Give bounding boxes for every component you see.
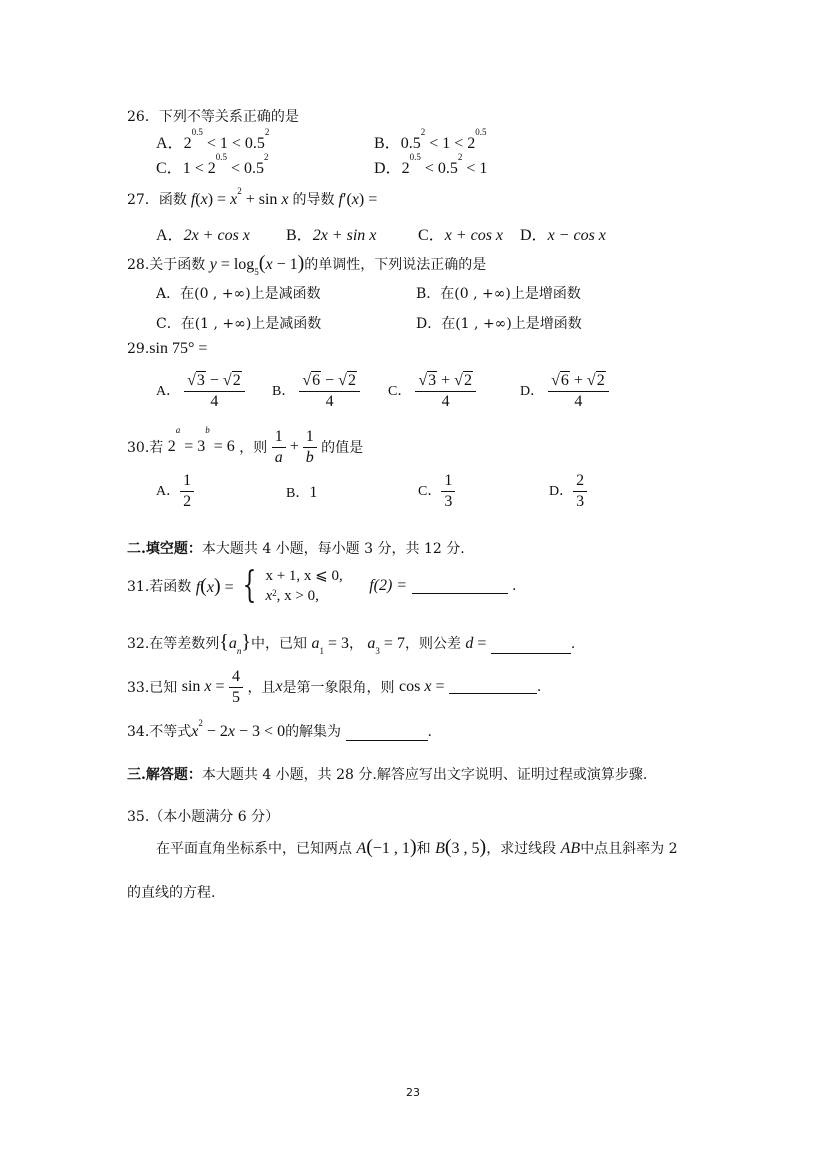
q29-option-d: D． $\frac{√6 + √2}{4}$ <box>520 372 609 410</box>
q29-option-c: C． $\frac{√3 + √2}{4}$ <box>388 372 476 410</box>
section2-heading: 二.填空题：本大题共 4 小题，每小题 3 分，共 12 分. <box>127 541 465 557</box>
q26-option-d: D．$2^{0.5} < 0.5^2 < 1$ <box>374 152 488 177</box>
q27-option-b: B．2x + sin x <box>286 227 377 244</box>
q27-option-d: D．x − cos x <box>520 227 606 244</box>
page-number: 23 <box>406 1086 420 1099</box>
q33-stem: 33.已知 sin x = $\frac{4}{5}$ ，且x是第一象限角，则 cos x = . <box>127 668 542 706</box>
q27-option-c: C．x + cos x <box>418 227 504 244</box>
q33-answer-blank[interactable] <box>449 679 537 694</box>
q28-stem: 28.关于函数 $y = \log_5(x - 1)$的单调性，下列说法正确的是 <box>127 252 487 277</box>
q27-stem: 27．函数 $f(x) = x^2 + \sin x$ 的导数 f′(x) = <box>127 186 378 208</box>
q32-stem: 32.在等差数列$\{a_n\}$中，已知 $a_1 = 3$， $a_3 = 7$，则公差 d = . <box>127 631 576 656</box>
q29-stem: 29.sin 75° = <box>127 340 208 357</box>
q30-option-c: C． $\frac{1}{3}$ <box>418 472 455 510</box>
q35-line1: 在平面直角坐标系中，已知两点 A(−1 , 1)和 B(3 , 5)，求过线段 AB中点且斜率为 2 <box>156 836 678 858</box>
q31-answer-blank[interactable] <box>412 579 508 594</box>
q34-answer-blank[interactable] <box>346 726 428 741</box>
q28-option-d: D．在(1 , +∞)上是增函数 <box>416 316 582 332</box>
q29-option-b: B． $\frac{√6 - √2}{4}$ <box>272 372 360 410</box>
q32-answer-blank[interactable] <box>491 639 571 654</box>
q34-stem: 34.不等式$x^2 - 2x - 3 < 0$的解集为 . <box>127 718 432 740</box>
q26-option-a: A．$2^{0.5} < 1 < 0.5^2$ <box>156 127 270 152</box>
q29-option-a: A． $\frac{√3 - √2}{4}$ <box>156 372 245 410</box>
q28-option-a: A．在(0 , +∞)上是减函数 <box>156 286 321 302</box>
q27-option-a: A．2x + cos x <box>156 227 250 244</box>
q26-stem: 26．下列不等关系正确的是 <box>127 109 299 125</box>
q28-option-c: C．在(1 , +∞)上是减函数 <box>156 316 322 332</box>
q30-stem: 30.若 $2^a = 3^b = 6$ ，则 $\frac{1}{a}$ + $\frac{1}{b}$ 的值是 <box>127 425 364 466</box>
q30-option-d: D． $\frac{2}{3}$ <box>549 472 587 510</box>
q26-option-c: C．$1 < 2^{0.5} < 0.5^2$ <box>156 152 269 177</box>
q28-option-b: B．在(0 , +∞)上是增函数 <box>416 286 581 302</box>
q26-option-b: B．$0.5^2 < 1 < 2^{0.5}$ <box>374 127 487 152</box>
q35-line2: 的直线的方程. <box>127 885 216 901</box>
q30-option-b: B．1 <box>286 484 318 501</box>
q31-stem: 31.若函数 f(x) = { x + 1, x ⩽ 0, $x^2$, x > 0, f(2) = . <box>127 565 517 606</box>
q30-option-a: A． $\frac{1}{2}$ <box>156 472 194 510</box>
q35-heading: 35.（本小题满分 6 分） <box>127 809 280 825</box>
section3-heading: 三.解答题：本大题共 4 小题，共 28 分.解答应写出文字说明、证明过程或演算步骤. <box>127 767 648 783</box>
